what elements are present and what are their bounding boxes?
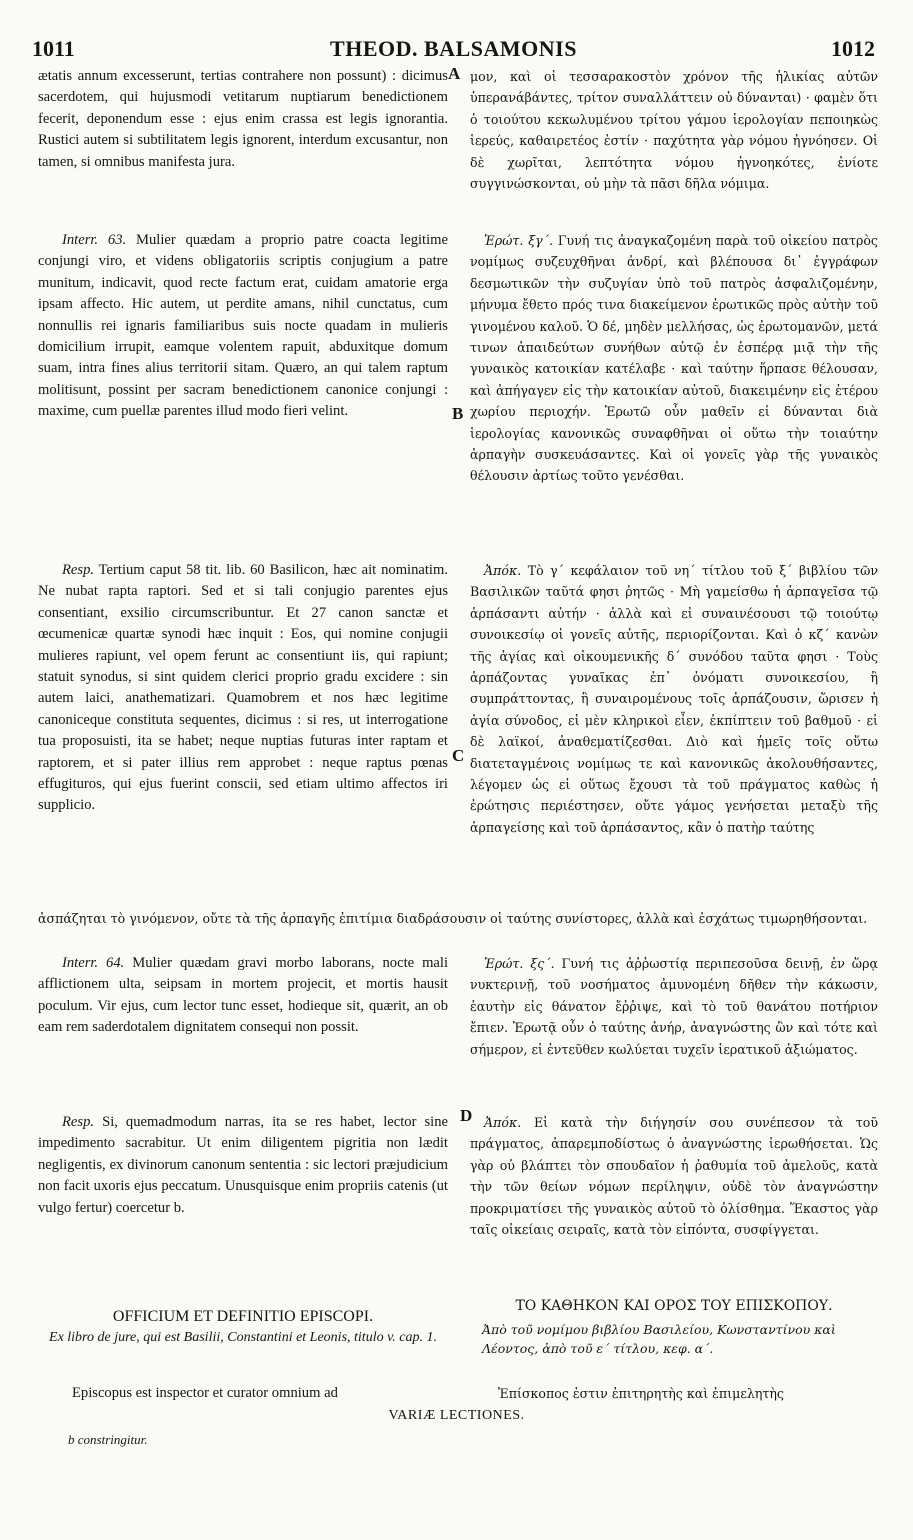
greek-apokrisis-63 <box>470 560 878 838</box>
latin-r64-label: Resp. <box>62 1114 95 1130</box>
running-header <box>32 36 875 62</box>
greek-r63-text: Τὸ γ΄ κεφάλαιον τοῦ νη΄ τίτλου τοῦ ξ΄ βιβλίου τῶν Βασιλικῶν ταῦτά φησι ῥητῶς · Μὴ γαμείσθω ἡ ἁρπαγεῖσα τῷ ἁρπάσαντι αὐτήν · ἀλλὰ καὶ εἰ συναινέσουσι τῷ τοιούτῳ συνοικεσίῳ οἱ γονεῖς αὐτῆς, περιορίζονται. Καὶ ὁ κζ΄ κανὼν τῆς ἁγίας καὶ οἰκουμενικῆς δ΄ συνόδου ταῦτα φησι · Τοὺς ἁρπάζοντας γυναῖκας ἐπ᾽ ὀνόματι συνοικεσίου, ἢ συμπράττοντας, ἢ συναιρομένους τοῖς ἁρπάζουσιν, ὥρισεν ἡ ἁγία σύνοδος, εἰ μὲν κληρικοὶ εἶεν, ἐκπίπτειν τοῦ βαθμοῦ · εἰ δὲ λαϊκοί, ἀναθεματίζεσθαι. Διὸ καὶ ἡμεῖς τοῖς οὕτω διατεταγμένοις νομίμως τε καὶ κανονικῶς ἀκολουθήσαντες, λέγομεν ὡς εἰ οὕτως ἔχουσι τὰ τοῦ πράγματος καθὼς ἡ ἐρώτησις περιέστησεν, οὔτε γάμος γενήσεται μεταξὺ τῆς ἁρπαγείσης καὶ τοῦ ἁρπάσαντος, κἂν ὁ πατὴρ ταύτης <box>470 563 878 835</box>
latin-q64-label: Interr. 64. <box>62 955 125 971</box>
latin-q64-text: Mulier quædam gravi morbo laborans, nocte mali afflictionem ulta, seipsam in mortem projecit, et mortis hausit poculum. Vir ejus, cum lector tunc esset, hodieque sit, quærit, an ob eam rem saderdotalem dignitatem consequi non possit. <box>38 955 449 1036</box>
latin-r64-text: Si, quemadmodum narras, ita se res habet, lector sine impedimento sacrabitur. Ut enim diligentem pigritia non lædit negligentis, ex divinorum canonum sententia : sic lectori præjudicium non facit uxoris ejus peccatum. Unusquisque enim propriis catenis (ut vulgo fertur) coercetur b. <box>38 1114 448 1216</box>
latin-last-line: Episcopus est inspector et curator omnium ad <box>72 1385 338 1401</box>
greek-q63-text: Γυνή τις ἀναγκαζομένη παρὰ τοῦ οἰκείου πατρὸς νομίμως συζευχθῆναι ἀνδρί, καὶ βλέπουσα δι᾽ ἐγγράφων δεσμωτικῶν τὴν συζυγίαν ὑπὸ τοῦ πατρὸς ἀσφαλιζομένην, μήνυμα ἔθετο πρός τινα διακείμενον ἐρωτικῶς πρὸς αὐτὴν τοῦ γινομένου καλοῦ. Ὁ δέ, μηδὲν μελλήσας, ὡς ἐρωτομανῶν, μετά τινων ἀπαιδεύτων συνήθων αὐτῷ ἐν ἑσπέρᾳ μιᾷ τὴν τῆς γυναικὸς κατοικίαν κατέλαβε · καὶ ταύτην ἥρπασε θέλουσαν, καὶ ἀπήγαγεν εἰς τὴν κατοικίαν αὐτοῦ, διακειμένην εἰς ἑτέρου χωρίου περιοχήν. Ἐρωτῶ οὖν μαθεῖν εἰ δύνανται διὰ ἱερολογίας κανονικῶς συναφθῆναι οἱ οὕτω τὴν τοιαύτην ἁρπαγὴν συσκευάσαντες. Καὶ οἱ γονεῖς γὰρ τῆς γυναικὸς θέλουσιν ἀρτίως τοῦτο γενέσθαι. <box>470 233 878 484</box>
marker-d: D <box>460 1106 473 1125</box>
greek-r64-label: Ἀπόκ. <box>484 1115 522 1130</box>
latin-section-title: OFFICIUM ET DEFINITIO EPISCOPI. <box>112 1308 374 1325</box>
marker-b: B <box>452 404 464 423</box>
greek-r64-text: Εἰ κατὰ τὴν διήγησίν σου συνέπεσον τὰ τοῦ πράγματος, ἀπαρεμποδίστως ὁ ἀναγνώστης ἱερωθήσεται. Ὡς γὰρ οὐ βλάπτει τὸν σπουδαῖον ἡ ῥαθυμία τοῦ ἀμελοῦς, κατὰ τὴν τῶν θείων νόμων περίληψιν, οὐδὲ τὸν ἀναγνώστην προκριματίσει τῆς γυναικὸς αὐτοῦ τὸ ὀλίσθημα. Ἕκαστος γὰρ ταῖς οἰκείαις σειραῖς, κατὰ τὸν εἰπόντα, συσφίγγεται. <box>470 1115 878 1238</box>
running-title: THEOD. BALSAMONIS <box>330 36 577 61</box>
footnote-b: b constringitur. <box>68 1432 148 1447</box>
left-page-number: 1011 <box>32 36 75 61</box>
greek-section-title: ΤΟ ΚΑΘΗΚΟΝ ΚΑΙ ΟΡΟΣ ΤΟΥ ΕΠΙΣΚΟΠΟΥ. <box>515 1298 833 1314</box>
latin-q63-label: Interr. 63. <box>62 232 127 248</box>
greek-spanning-line: ἀσπάζηται τὸ γινόμενον, οὔτε τὰ τῆς ἁρπαγῆς ἐπιτίμια διαδράσουσιν οἱ ταύτης συνίστορες, ἀλλὰ καὶ ἐσχάτως τιμωρηθήσονται. <box>38 911 868 926</box>
greek-q64-label: Ἐρώτ. ξς΄. <box>484 956 555 971</box>
marker-c: C <box>452 746 465 765</box>
greek-paragraph-1: μον, καὶ οἱ τεσσαρακοστὸν χρόνον τῆς ἡλικίας αὐτῶν ὑπερανάβάντες, τρίτον συναλλάττειν οὐ δύνανται) · φαμὲν ὅτι ὁ τοιούτου κεκωλυμένου τρίτου γάμου ἱερολογίαν πεποιηκὼς ἱερεύς, καθαιρετέος ἐστίν · παχύτητα γὰρ νόμου ἠγνόησεν. Οἱ δὲ χωρῖται, λεπτότητα νόμου ἠγνοηκότες, ἐνίοτε συγγινώσκονται, οὐ μὴν τὰ πᾶσι δῆλα νόμιμα. <box>470 69 878 192</box>
right-page-number: 1012 <box>831 36 875 61</box>
greek-erotesis-63 <box>470 230 878 487</box>
greek-r63-label: Ἀπόκ. <box>484 563 522 578</box>
latin-response-64 <box>38 1112 448 1219</box>
greek-q64-text: Γυνή τις ἀῤῥωστίᾳ περιπεσοῦσα δεινῇ, ἐν ὥρᾳ νυκτερινῇ, τοῦ νοσήματος ἀμυνομένη δῆθεν τὴν κάκωσιν, ἑαυτὴν εἰς θάνατον ἔῤῥιψε, καὶ τὸ τοῦ θανάτου ποτήριον ἔπιεν. Ἐρωτᾷ οὖν ὁ ταύτης ἀνήρ, ἀναγνώστης ὢν καὶ τότε καὶ σήμερον, εἰ ἐντεῦθεν κωλύεται τυχεῖν ἱερατικοῦ ἀξιώματος. <box>470 956 878 1057</box>
variae-lectiones-heading: VARIÆ LECTIONES. <box>388 1408 525 1423</box>
latin-q63-text: Mulier quædam a proprio patre coacta legitime conjungi viro, et videns obligatoriis scriptis conjugium a patre munitum, indicavit, quod recte factum erat, cuidam amatorie erga ipsam affecto. Hic autem, ut perdite amans, nihil cunctatus, cum nonnullis rei ignaris familiaribus suis nocte quadam in mulieris domicilium irrupit, eamque volentem rapuit, abduxitque domum suam, intra fines alius territorii sitam. Quæro, an qui talem raptum molitisunt, possint per sacram benedictionem canonice conjungi : maxime, cum puellæ parentes illud modo fieri velint. <box>38 232 448 420</box>
latin-r63-text: Tertium caput 58 tit. lib. 60 Basilicon, hæc ait nominatim. Ne nubat rapta raptori. Sed et si tali conjugio parentes ejus consentiant, exsilio circumscribuntur. Et 27 canon sanctæ et œcumenicæ quartæ synodi hæc inquit : Eos, qui nomine conjugii mulieres rapiunt, vel opem ferunt ac consentiunt iis, qui rapiunt; statuit synodus, si sint quidem clerici proprio gradu excidere : sin autem laici, anathematizari. Quamobrem et nos hæc legitime canoniceque constituta sequentes, dicimus : si res, ut interrogatione tua proposuisti, ita se habet; neque nuptias futuras inter raptam et raptorem, et si pater illius rem approbet : neque raptus pœnas effugituros, qui ejus fuerint conscii, sed etiam ultimo affectos iri supplicio. <box>38 562 448 814</box>
greek-apokrisis-64 <box>470 1112 878 1240</box>
greek-q63-label: Ἐρώτ. ξγ΄. <box>484 233 553 248</box>
latin-r63-label: Resp. <box>62 562 95 578</box>
latin-interrogation-64 <box>38 953 448 1039</box>
latin-paragraph-1: ætatis annum excesserunt, tertias contrahere non possunt) : dicimus sacerdotem, qui hujusmodi vetitarum nuptiarum benedictionem fecerit, deponendum esse : ejus enim crassa est legis ignorantia. Rustici autem si subtilitatem legis ignorent, interdum excusantur, non tamen, si omnibus manifesta jura. <box>38 68 448 170</box>
greek-section-subtitle: Ἀπὸ τοῦ νομίμου βιβλίου Βασιλείου, Κωνσταντίνου καὶ Λέοντος, ἀπὸ τοῦ ε΄ τίτλου, κεφ. α΄. <box>482 1322 836 1356</box>
latin-section-subtitle: Ex libro de jure, qui est Basilii, Constantini et Leonis, titulo v. cap. 1. <box>49 1330 437 1345</box>
greek-erotesis-64 <box>470 953 878 1060</box>
greek-last-line: Ἐπίσκοπος ἐστιν ἐπιτηρητὴς καὶ ἐπιμελητὴς <box>498 1386 784 1401</box>
latin-response-63 <box>38 560 448 817</box>
marker-a: A <box>448 64 461 83</box>
latin-interrogation-63 <box>38 230 448 423</box>
